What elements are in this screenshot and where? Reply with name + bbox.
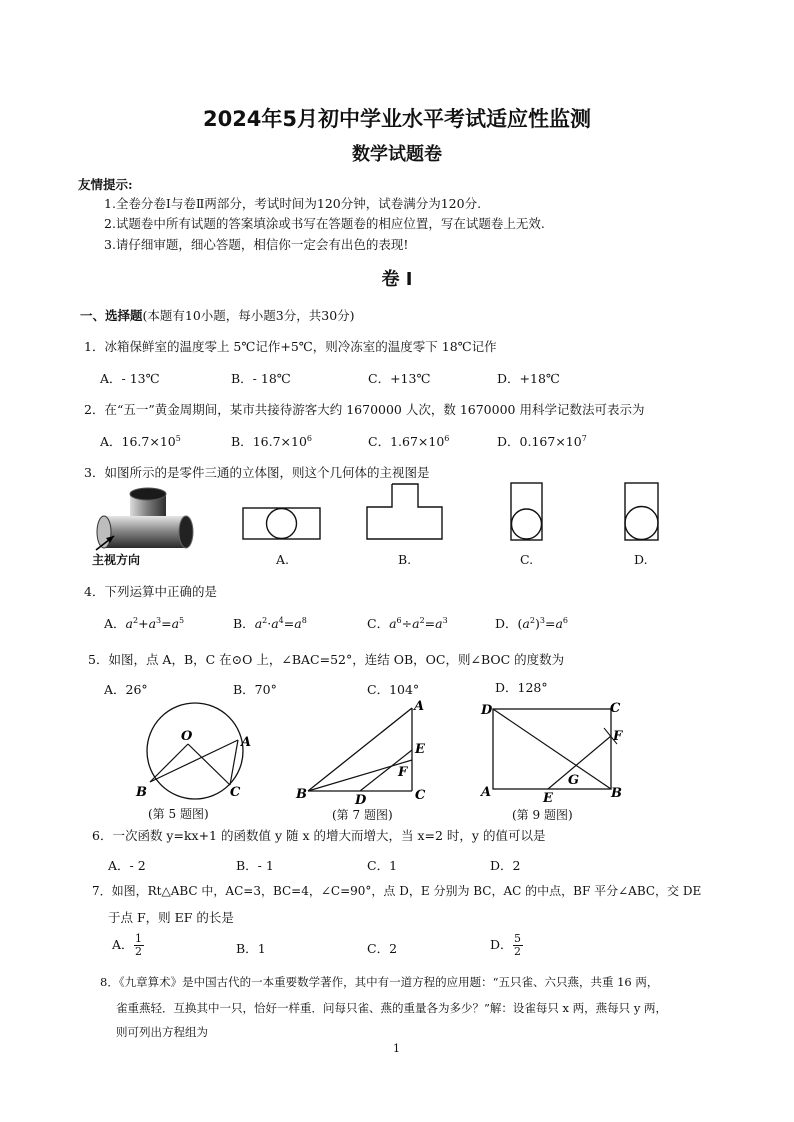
q3-option-b-label: B. xyxy=(398,552,412,567)
q3-option-c-figure xyxy=(510,482,544,542)
q4-option-c xyxy=(367,614,448,632)
q4d-exp-3: 6 xyxy=(562,615,568,625)
volume-label: 卷 Ⅰ xyxy=(381,269,413,290)
fig7-side-ab xyxy=(308,708,412,791)
q3-option-d-label: D. xyxy=(634,552,648,567)
q5-option-b: B．70° xyxy=(233,682,277,697)
section-heading xyxy=(80,306,355,324)
q3-option-d-figure xyxy=(624,482,660,542)
q4a-op: + xyxy=(138,616,149,631)
figure-9-rectangle xyxy=(478,698,628,806)
fig5-segment-ob xyxy=(150,744,188,782)
q4a-exp-3: 5 xyxy=(179,615,185,625)
q4b-exp-2: 4 xyxy=(278,615,284,625)
q7a-fraction xyxy=(134,933,144,958)
q7a-numerator: 1 xyxy=(135,932,143,945)
question-8-line2: 雀重燕轻．互换其中一只，恰好一样重．问每只雀、燕的重量各为多少？”解：设雀每只 x 两，燕每只 y 两， xyxy=(116,1001,667,1015)
q3a-rectangle xyxy=(243,508,320,539)
q2-option-c-exp: 6 xyxy=(444,433,450,443)
q6-option-b: B．- 1 xyxy=(236,858,274,873)
q2-option-b-mantissa: 16.7×10 xyxy=(252,434,307,449)
q3-option-a-label: A. xyxy=(276,552,290,567)
fig7-label-b: B xyxy=(296,787,307,802)
q3-option-a-figure xyxy=(242,507,322,541)
section-title: 一、选择题 xyxy=(80,308,143,323)
q2-option-c xyxy=(368,432,449,450)
question-1-stem: 1．冰箱保鲜室的温度零上 5℃记作+5℃，则冷冻室的温度零下 18℃记作 xyxy=(84,339,497,354)
fig9-label-a: A xyxy=(481,785,492,800)
q4-option-b xyxy=(233,614,307,632)
q1-option-b: B．- 18℃ xyxy=(231,371,291,386)
section-note: (本题有10小题，每小题3分，共30分) xyxy=(142,308,355,323)
q4d-var-1: a xyxy=(522,616,530,631)
q2-option-a-mantissa: 16.7×10 xyxy=(121,434,176,449)
fig5-label-c: C xyxy=(230,785,241,800)
q7d-denominator: 2 xyxy=(514,945,522,958)
fig5-label-o: O xyxy=(181,729,193,744)
q2-option-d-mantissa: 0.167×10 xyxy=(519,434,582,449)
q3b-t-shape xyxy=(367,484,442,539)
question-7-stem-line1: 7．如图，Rt△ABC 中，AC=3，BC=4，∠C=90°，点 D，E 分别为 BC，AC 的中点，BF 平分∠ABC，交 DE xyxy=(92,884,702,898)
question-2-stem: 2．在“五一”黄金周期间，某市共接待游客大约 1670000 人次，数 1670000 用科学记数法可表示为 xyxy=(84,402,645,417)
question-8-line3: 则可列出方程组为 xyxy=(116,1025,208,1039)
q2-option-a xyxy=(100,432,181,450)
figure-7-triangle xyxy=(294,698,434,804)
figure-5-caption: (第 5 题图) xyxy=(148,807,209,821)
fig9-label-e: E xyxy=(543,791,553,806)
fig9-label-d: D xyxy=(481,703,493,718)
q3-option-b-figure xyxy=(366,483,444,541)
q1-option-a: A．- 13℃ xyxy=(100,371,160,386)
q7-option-c-value: 2 xyxy=(389,941,398,956)
q4c-var-1: a xyxy=(389,616,397,631)
figure-9-caption: (第 9 题图) xyxy=(512,808,573,822)
q4b-eq: = xyxy=(283,616,295,631)
question-6-stem: 6．一次函数 y=kx+1 的函数值 y 随 x 的增大而增大，当 x=2 时，y 的值可以是 xyxy=(92,828,546,843)
q4c-var-2: a xyxy=(412,616,420,631)
exam-subtitle: 数学试题卷 xyxy=(352,144,442,165)
q4-option-b-label: B． xyxy=(233,616,255,631)
q5-option-c: C．104° xyxy=(367,682,420,697)
pipe-right-opening xyxy=(179,516,193,548)
q2-option-b-label: B． xyxy=(231,434,253,449)
fig9-label-b: B xyxy=(611,786,622,801)
tips-heading: 友情提示: xyxy=(78,177,133,192)
q2-option-d-exp: 7 xyxy=(581,433,587,443)
q2-option-b xyxy=(231,432,312,450)
fig7-label-a: A xyxy=(414,699,425,714)
q3c-circle xyxy=(512,509,542,539)
fig9-label-f: F xyxy=(613,729,623,744)
q7-option-d-label: D． xyxy=(490,937,513,952)
q5-option-a: A．26° xyxy=(104,682,148,697)
q4c-exp-3: 3 xyxy=(442,615,448,625)
q4-option-a xyxy=(104,614,184,632)
q2-option-c-mantissa: 1.67×10 xyxy=(390,434,445,449)
question-4-stem: 4．下列运算中正确的是 xyxy=(84,584,217,599)
q7a-denominator: 2 xyxy=(135,945,143,958)
q3d-circle xyxy=(625,507,658,540)
q4b-var-3: a xyxy=(294,616,302,631)
question-3-stem: 3．如图所示的是零件三通的立体图，则这个几何体的主视图是 xyxy=(84,465,430,480)
question-5-stem: 5．如图，点 A，B，C 在⊙O 上，∠BAC=52°，连结 OB，OC，则∠BOC 的度数为 xyxy=(88,652,565,667)
fig9-diagonal-db xyxy=(493,709,611,789)
q4a-var-3: a xyxy=(171,616,180,631)
q1-option-c: C．+13℃ xyxy=(368,371,431,386)
figure-7-caption: (第 7 题图) xyxy=(332,808,393,822)
tip-item-2: 2.试题卷中所有试题的答案填涂或书写在答题卷的相应位置，写在试题卷上无效. xyxy=(104,216,545,231)
q4c-eq: = xyxy=(424,616,436,631)
fig5-segment-oc xyxy=(188,744,230,785)
q6-option-c: C．1 xyxy=(367,858,398,873)
q7d-fraction xyxy=(513,933,523,958)
tip-item-1: 1.全卷分卷Ⅰ与卷Ⅱ两部分，考试时间为120分钟，试卷满分为120分. xyxy=(104,196,482,211)
fig9-label-c: C xyxy=(610,701,621,716)
q2-option-a-label: A． xyxy=(100,434,122,449)
q4a-var-1: a xyxy=(125,616,133,631)
page-number: 1 xyxy=(393,1042,400,1055)
q4d-eq: = xyxy=(544,616,556,631)
q4b-exp-1: 2 xyxy=(262,615,268,625)
fig7-label-c: C xyxy=(415,788,426,803)
fig7-label-f: F xyxy=(398,765,408,780)
q4b-var-2: a xyxy=(271,616,279,631)
q4d-exp-2: 3 xyxy=(539,615,545,625)
q2-option-d xyxy=(497,432,587,450)
q4-option-d-label: D． xyxy=(495,616,518,631)
q2-option-c-label: C． xyxy=(368,434,391,449)
fig5-label-b: B xyxy=(136,785,147,800)
q4-option-a-label: A． xyxy=(104,616,126,631)
q7-option-a xyxy=(112,933,144,958)
q7-option-c-label: C． xyxy=(367,941,390,956)
q4c-op: ÷ xyxy=(401,616,413,631)
fig9-label-g: G xyxy=(568,773,580,788)
fig7-bisector-bf xyxy=(308,760,412,791)
q2-option-b-exp: 6 xyxy=(306,433,312,443)
view-direction-label: 主视方向 xyxy=(92,553,141,567)
q4b-exp-3: 8 xyxy=(301,615,307,625)
q3a-circle xyxy=(267,509,297,539)
q7-option-b xyxy=(236,939,266,957)
q1-option-d: D．+18℃ xyxy=(497,371,560,386)
q4a-exp-1: 2 xyxy=(132,615,139,625)
question-8-line1: 8．《九章算术》是中国古代的一本重要数学著作，其中有一道方程的应用题：“五只雀、六只燕，共重 16 两， xyxy=(100,975,659,989)
pipe-horizontal-body xyxy=(104,516,186,548)
figure-5-circle xyxy=(130,700,260,804)
q7-option-a-label: A． xyxy=(112,937,134,952)
q4a-exp-2: 3 xyxy=(156,615,162,625)
q7d-numerator: 5 xyxy=(514,932,522,945)
q4d-var-3: a xyxy=(555,616,563,631)
fig5-label-a: A xyxy=(241,735,252,750)
q4-option-c-label: C． xyxy=(367,616,390,631)
q5-option-d: D．128° xyxy=(495,680,548,695)
q4a-eq: = xyxy=(161,616,172,631)
q7-option-d xyxy=(490,933,523,958)
q2-option-d-label: D． xyxy=(497,434,520,449)
q4c-exp-2: 2 xyxy=(419,615,425,625)
q4b-var-1: a xyxy=(254,616,263,631)
q3c-rectangle xyxy=(511,483,542,540)
q4b-op: · xyxy=(267,616,272,631)
tip-item-3: 3.请仔细审题，细心答题，相信你一定会有出色的表现! xyxy=(104,237,409,252)
question-7-stem-line2: 于点 F，则 EF 的长是 xyxy=(108,910,234,925)
fig5-segment-ab xyxy=(150,740,238,782)
q4-option-d: D．$(a^2)^3=a^6$ xyxy=(495,615,568,631)
fig7-label-d: D xyxy=(355,793,367,804)
q6-option-d: D．2 xyxy=(490,858,521,873)
q7-option-b-value: 1 xyxy=(257,941,266,956)
q4c-var-3: a xyxy=(435,616,443,631)
exam-title: 2024年5月初中学业水平考试适应性监测 xyxy=(202,107,592,131)
fig9-segment-ef xyxy=(548,736,611,789)
fig7-label-e: E xyxy=(415,742,425,757)
q3-option-c-label: C. xyxy=(520,552,534,567)
q6-option-a: A．- 2 xyxy=(108,858,146,873)
q4a-var-2: a xyxy=(148,616,157,631)
q7-option-c xyxy=(367,939,397,957)
q4d-exp-1: 2 xyxy=(529,615,535,625)
pipe-top-opening xyxy=(130,488,166,500)
q4c-exp-1: 6 xyxy=(396,615,402,625)
q7-option-b-label: B． xyxy=(236,941,258,956)
q2-option-a-exp: 5 xyxy=(175,433,181,443)
